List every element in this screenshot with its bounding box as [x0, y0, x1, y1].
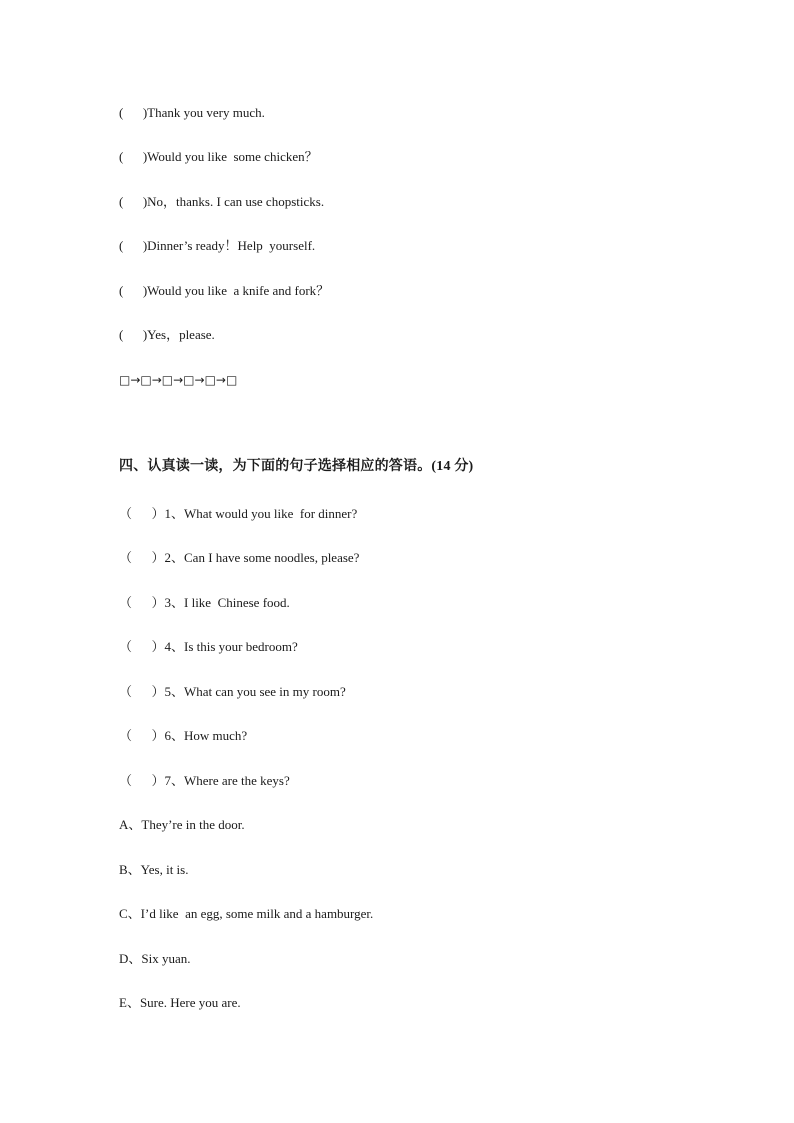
section-heading: 四、认真读一读，为下面的句子选择相应的答语。(14 分) — [119, 459, 474, 474]
answer-option: E、Sure. Here you are. — [119, 995, 241, 1010]
ordering-item: ( )Dinner’s ready！Help yourself. — [119, 238, 316, 253]
question-item: （ ）7、Where are the keys? — [119, 773, 290, 788]
question-item: （ ）3、I like Chinese food. — [119, 595, 290, 610]
answer-option: B、Yes, it is. — [119, 862, 189, 877]
answer-option: C、I’d like an egg, some milk and a hamburger. — [119, 906, 374, 921]
ordering-item: ( )Yes，please. — [119, 327, 215, 342]
ordering-item: ( )Thank you very much. — [119, 105, 265, 120]
question-item: （ ）6、How much? — [119, 728, 248, 743]
answer-option: D、Six yuan. — [119, 951, 191, 966]
question-item: （ ）5、What can you see in my room? — [119, 684, 346, 699]
ordering-item: ( )No，thanks. I can use chopsticks. — [119, 194, 325, 209]
question-item: （ ）1、What would you like for dinner? — [119, 506, 358, 521]
question-item: （ ）2、Can I have some noodles, please? — [119, 550, 360, 565]
answer-option: A、They’re in the door. — [119, 817, 245, 832]
order-answer-line: □→□→□→□→□→□ — [119, 373, 238, 387]
ordering-item: ( )Would you like some chicken？ — [119, 149, 318, 164]
ordering-item: ( )Would you like a knife and fork？ — [119, 283, 330, 298]
question-item: （ ）4、Is this your bedroom? — [119, 639, 298, 654]
